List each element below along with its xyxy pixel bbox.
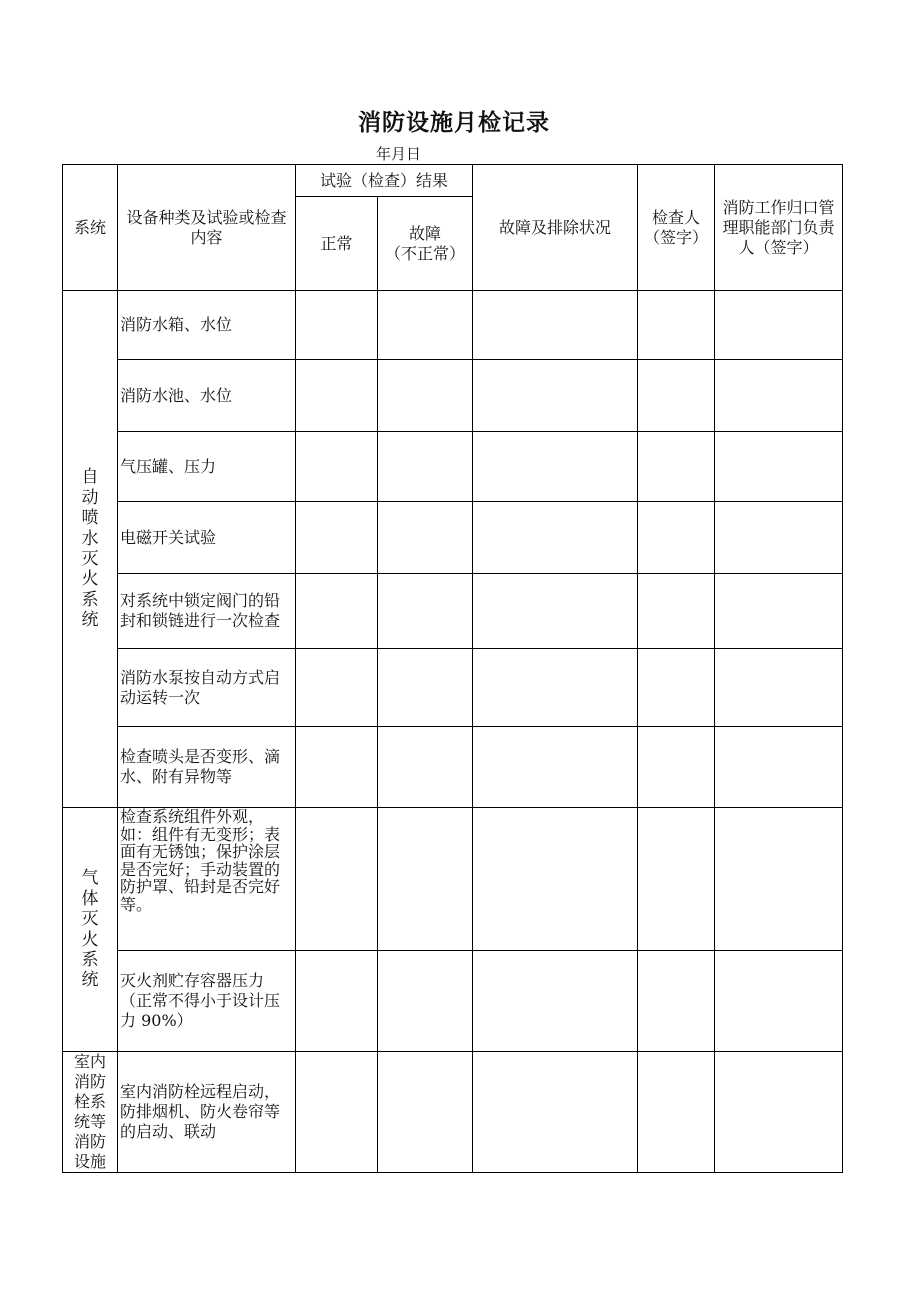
normal-cell [296, 574, 378, 649]
inspector-cell [638, 951, 715, 1052]
inspector-cell [638, 291, 715, 360]
handling-cell [473, 432, 638, 502]
fault-cell [378, 291, 473, 360]
fault-cell [378, 502, 473, 574]
item-cell: 灭火剂贮存容器压力（正常不得小于设计压力 90%） [118, 951, 296, 1052]
header-inspector-line2: （签字） [643, 227, 708, 247]
item-cell: 气压罐、压力 [118, 432, 296, 502]
table-row [63, 649, 843, 727]
inspection-table [62, 164, 843, 1173]
inspector-cell [638, 727, 715, 808]
item-cell: 检查系统组件外观，如：组件有无变形；表面有无锈蚀；保护涂层是否完好；手动装置的防护罩、铅封是否完好等。 [118, 808, 296, 951]
fault-cell [378, 808, 473, 951]
table-row [63, 808, 843, 951]
header-manager: 消防工作归口管理职能部门负责人（签字） [715, 165, 843, 291]
table-row [63, 727, 843, 808]
normal-cell [296, 432, 378, 502]
handling-cell [473, 1052, 638, 1173]
header-fault-line2: （不正常） [384, 243, 465, 263]
system-cell [63, 808, 118, 1052]
handling-cell [473, 649, 638, 727]
fault-cell [378, 1052, 473, 1173]
handling-cell [473, 360, 638, 432]
item-cell: 消防水箱、水位 [118, 291, 296, 360]
handling-cell [473, 727, 638, 808]
header-normal: 正常 [296, 197, 378, 291]
page-title: 消防设施月检记录 [358, 110, 550, 136]
manager-cell [715, 432, 843, 502]
item-cell: 检查喷头是否变形、滴水、附有异物等 [118, 727, 296, 808]
table-row [63, 502, 843, 574]
inspector-cell [638, 502, 715, 574]
handling-cell [473, 502, 638, 574]
manager-cell [715, 1052, 843, 1173]
header-inspector [638, 165, 715, 291]
normal-cell [296, 291, 378, 360]
inspector-cell [638, 808, 715, 951]
table-row [63, 432, 843, 502]
header-equipment: 设备种类及试验或检查内容 [118, 165, 296, 291]
table-row [63, 360, 843, 432]
manager-cell [715, 291, 843, 360]
header-fault-line1: 故障 [408, 223, 441, 243]
fault-cell [378, 649, 473, 727]
item-cell: 室内消防栓远程启动，防排烟机、防火卷帘等的启动、联动 [118, 1052, 296, 1173]
manager-cell [715, 502, 843, 574]
normal-cell [296, 951, 378, 1052]
system-label: 气体灭火系统 [81, 868, 99, 991]
manager-cell [715, 649, 843, 727]
header-result-group: 试验（检查）结果 [296, 165, 473, 197]
inspector-cell [638, 574, 715, 649]
inspector-cell [638, 1052, 715, 1173]
handling-cell [473, 808, 638, 951]
table-row [63, 574, 843, 649]
normal-cell [296, 1052, 378, 1173]
fault-cell [378, 574, 473, 649]
handling-cell [473, 291, 638, 360]
inspector-cell [638, 432, 715, 502]
item-cell: 电磁开关试验 [118, 502, 296, 574]
manager-cell [715, 727, 843, 808]
inspector-cell [638, 649, 715, 727]
header-system: 系统 [63, 165, 118, 291]
fault-cell [378, 432, 473, 502]
inspector-cell [638, 360, 715, 432]
normal-cell [296, 502, 378, 574]
manager-cell [715, 574, 843, 649]
manager-cell [715, 360, 843, 432]
system-cell [63, 291, 118, 808]
handling-cell [473, 951, 638, 1052]
system-label: 自动喷水灭火系统 [81, 467, 99, 631]
normal-cell [296, 808, 378, 951]
handling-cell [473, 574, 638, 649]
fault-cell [378, 727, 473, 808]
normal-cell [296, 360, 378, 432]
manager-cell [715, 951, 843, 1052]
date-line: 年月日 [376, 145, 422, 163]
normal-cell [296, 649, 378, 727]
fault-cell [378, 360, 473, 432]
system-cell [63, 1052, 118, 1173]
table-row [63, 291, 843, 360]
header-fault-handling: 故障及排除状况 [473, 165, 638, 291]
system-label: 室内消防栓系统等消防设施 [73, 1052, 106, 1171]
item-cell: 消防水池、水位 [118, 360, 296, 432]
header-fault [378, 197, 473, 291]
normal-cell [296, 727, 378, 808]
fault-cell [378, 951, 473, 1052]
manager-cell [715, 808, 843, 951]
table-row [63, 951, 843, 1052]
item-cell: 消防水泵按自动方式启动运转一次 [118, 649, 296, 727]
table-row [63, 1052, 843, 1173]
header-inspector-line1: 检查人 [651, 207, 700, 227]
item-cell: 对系统中锁定阀门的铅封和锁链进行一次检查 [118, 574, 296, 649]
